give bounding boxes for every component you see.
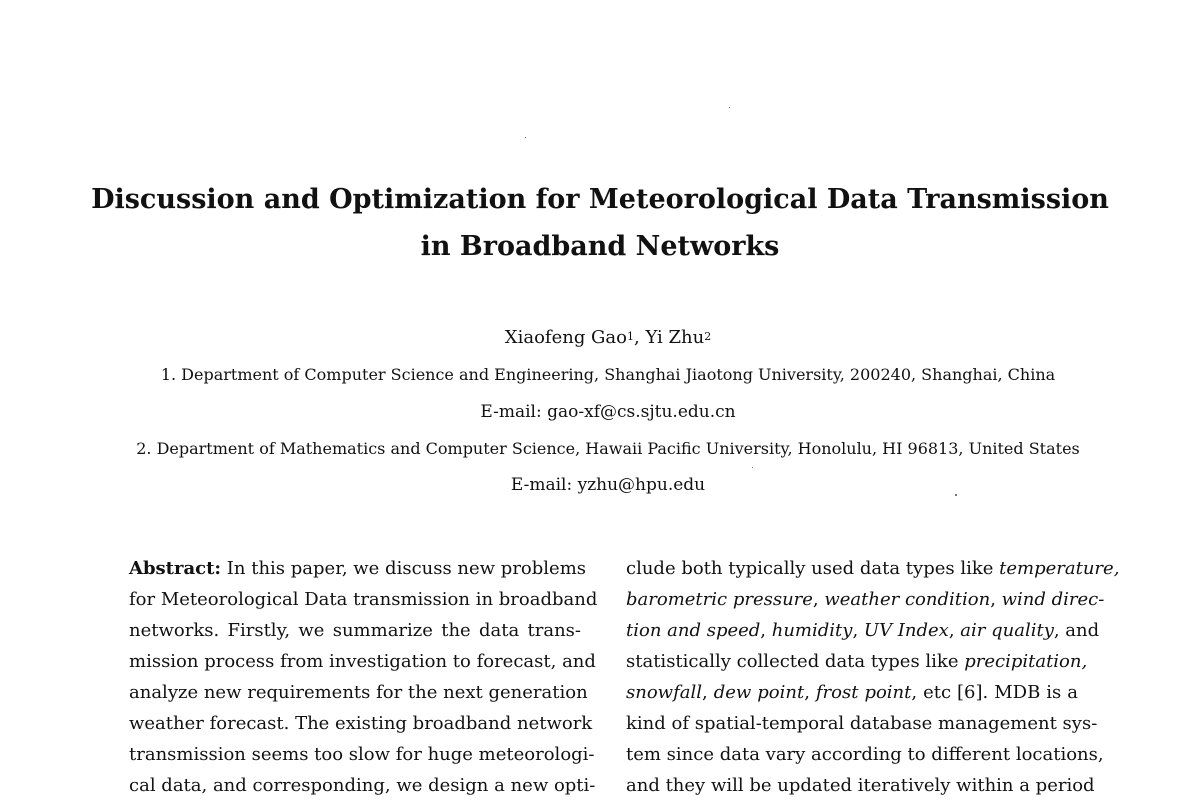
- body-italic-term: air quality: [960, 620, 1054, 641]
- body-text: , etc [6]. MDB is a: [911, 682, 1078, 703]
- body-italic-term: humidity: [771, 620, 853, 641]
- author-affiliation-mark: 1: [627, 330, 635, 343]
- body-text: ,: [948, 620, 961, 641]
- body-text: statistically collected data types like: [626, 651, 965, 672]
- affiliation-1: 1. Department of Computer Science and Engineering, Shanghai Jiaotong University, 200240, Shanghai, China: [160, 365, 1056, 384]
- scan-speck: [752, 467, 753, 468]
- email-2: E-mail: yzhu@hpu.edu: [510, 475, 706, 495]
- body-line: and they will be updated iteratively within a period: [626, 775, 1095, 796]
- abstract-line: transmission seems too slow for huge meteorologi-: [129, 744, 595, 765]
- body-text: ,: [812, 589, 825, 610]
- body-italic-term: temperature,: [999, 558, 1120, 579]
- abstract-line: mission process from investigation to forecast, and: [129, 651, 596, 672]
- body-text: ,: [701, 682, 714, 703]
- author-separator: ,: [634, 327, 646, 348]
- scan-speck: [729, 107, 730, 108]
- body-column: [626, 553, 1120, 801]
- paper-title-line-1: Discussion and Optimization for Meteorological Data Transmission: [91, 184, 1109, 215]
- body-italic-term: UV Index: [863, 620, 949, 641]
- body-text: , and: [1053, 620, 1100, 641]
- author-name: Yi Zhu: [645, 327, 705, 348]
- body-italic-term: frost point: [815, 682, 912, 703]
- body-text: clude both typically used data types like: [626, 558, 1000, 579]
- body-italic-term: dew point: [713, 682, 805, 703]
- abstract-line: networks. Firstly, we summarize the data trans-: [129, 620, 581, 641]
- body-text: ,: [804, 682, 816, 703]
- body-italic-term: tion and speed: [626, 620, 761, 641]
- author-name: Xiaofeng Gao: [504, 327, 628, 348]
- author-list: [0, 328, 1200, 350]
- abstract-line: cal data, and corresponding, we design a new opti-: [129, 775, 596, 796]
- body-italic-term: wind direc-: [1001, 589, 1105, 610]
- body-line: [626, 646, 1088, 677]
- body-line: [626, 677, 1078, 708]
- body-italic-term: precipitation,: [964, 651, 1088, 672]
- body-line: tem since data vary according to different locations,: [626, 744, 1104, 765]
- abstract-line: analyze new requirements for the next generation: [129, 682, 588, 703]
- body-text: ,: [852, 620, 864, 641]
- body-line: [626, 553, 1120, 584]
- body-italic-term: weather condition: [824, 589, 991, 610]
- body-text: ,: [760, 620, 772, 641]
- body-line: [626, 584, 1105, 615]
- body-text: ,: [990, 589, 1002, 610]
- body-line: [626, 615, 1100, 646]
- author-affiliation-mark: 2: [704, 330, 712, 343]
- body-italic-term: snowfall: [626, 682, 702, 703]
- scan-speck: [955, 494, 957, 496]
- abstract-text: In this paper, we discuss new problems: [221, 558, 587, 579]
- abstract-line: weather forecast. The existing broadband network: [129, 713, 593, 734]
- abstract-column: [129, 553, 598, 801]
- body-line: kind of spatial-temporal database management sys-: [626, 713, 1098, 734]
- abstract-label: Abstract:: [129, 558, 222, 579]
- abstract-line: for Meteorological Data transmission in broadband: [129, 589, 598, 610]
- body-italic-term: barometric pressure: [626, 589, 813, 610]
- affiliation-2: 2. Department of Mathematics and Computer Science, Hawaii Pacific University, Honolulu, HI 96813, United States: [136, 439, 1080, 458]
- scan-speck: [525, 137, 526, 138]
- abstract-line: [129, 553, 587, 584]
- email-1: E-mail: gao-xf@cs.sjtu.edu.cn: [480, 402, 736, 422]
- paper-title-line-2: in Broadband Networks: [420, 231, 780, 262]
